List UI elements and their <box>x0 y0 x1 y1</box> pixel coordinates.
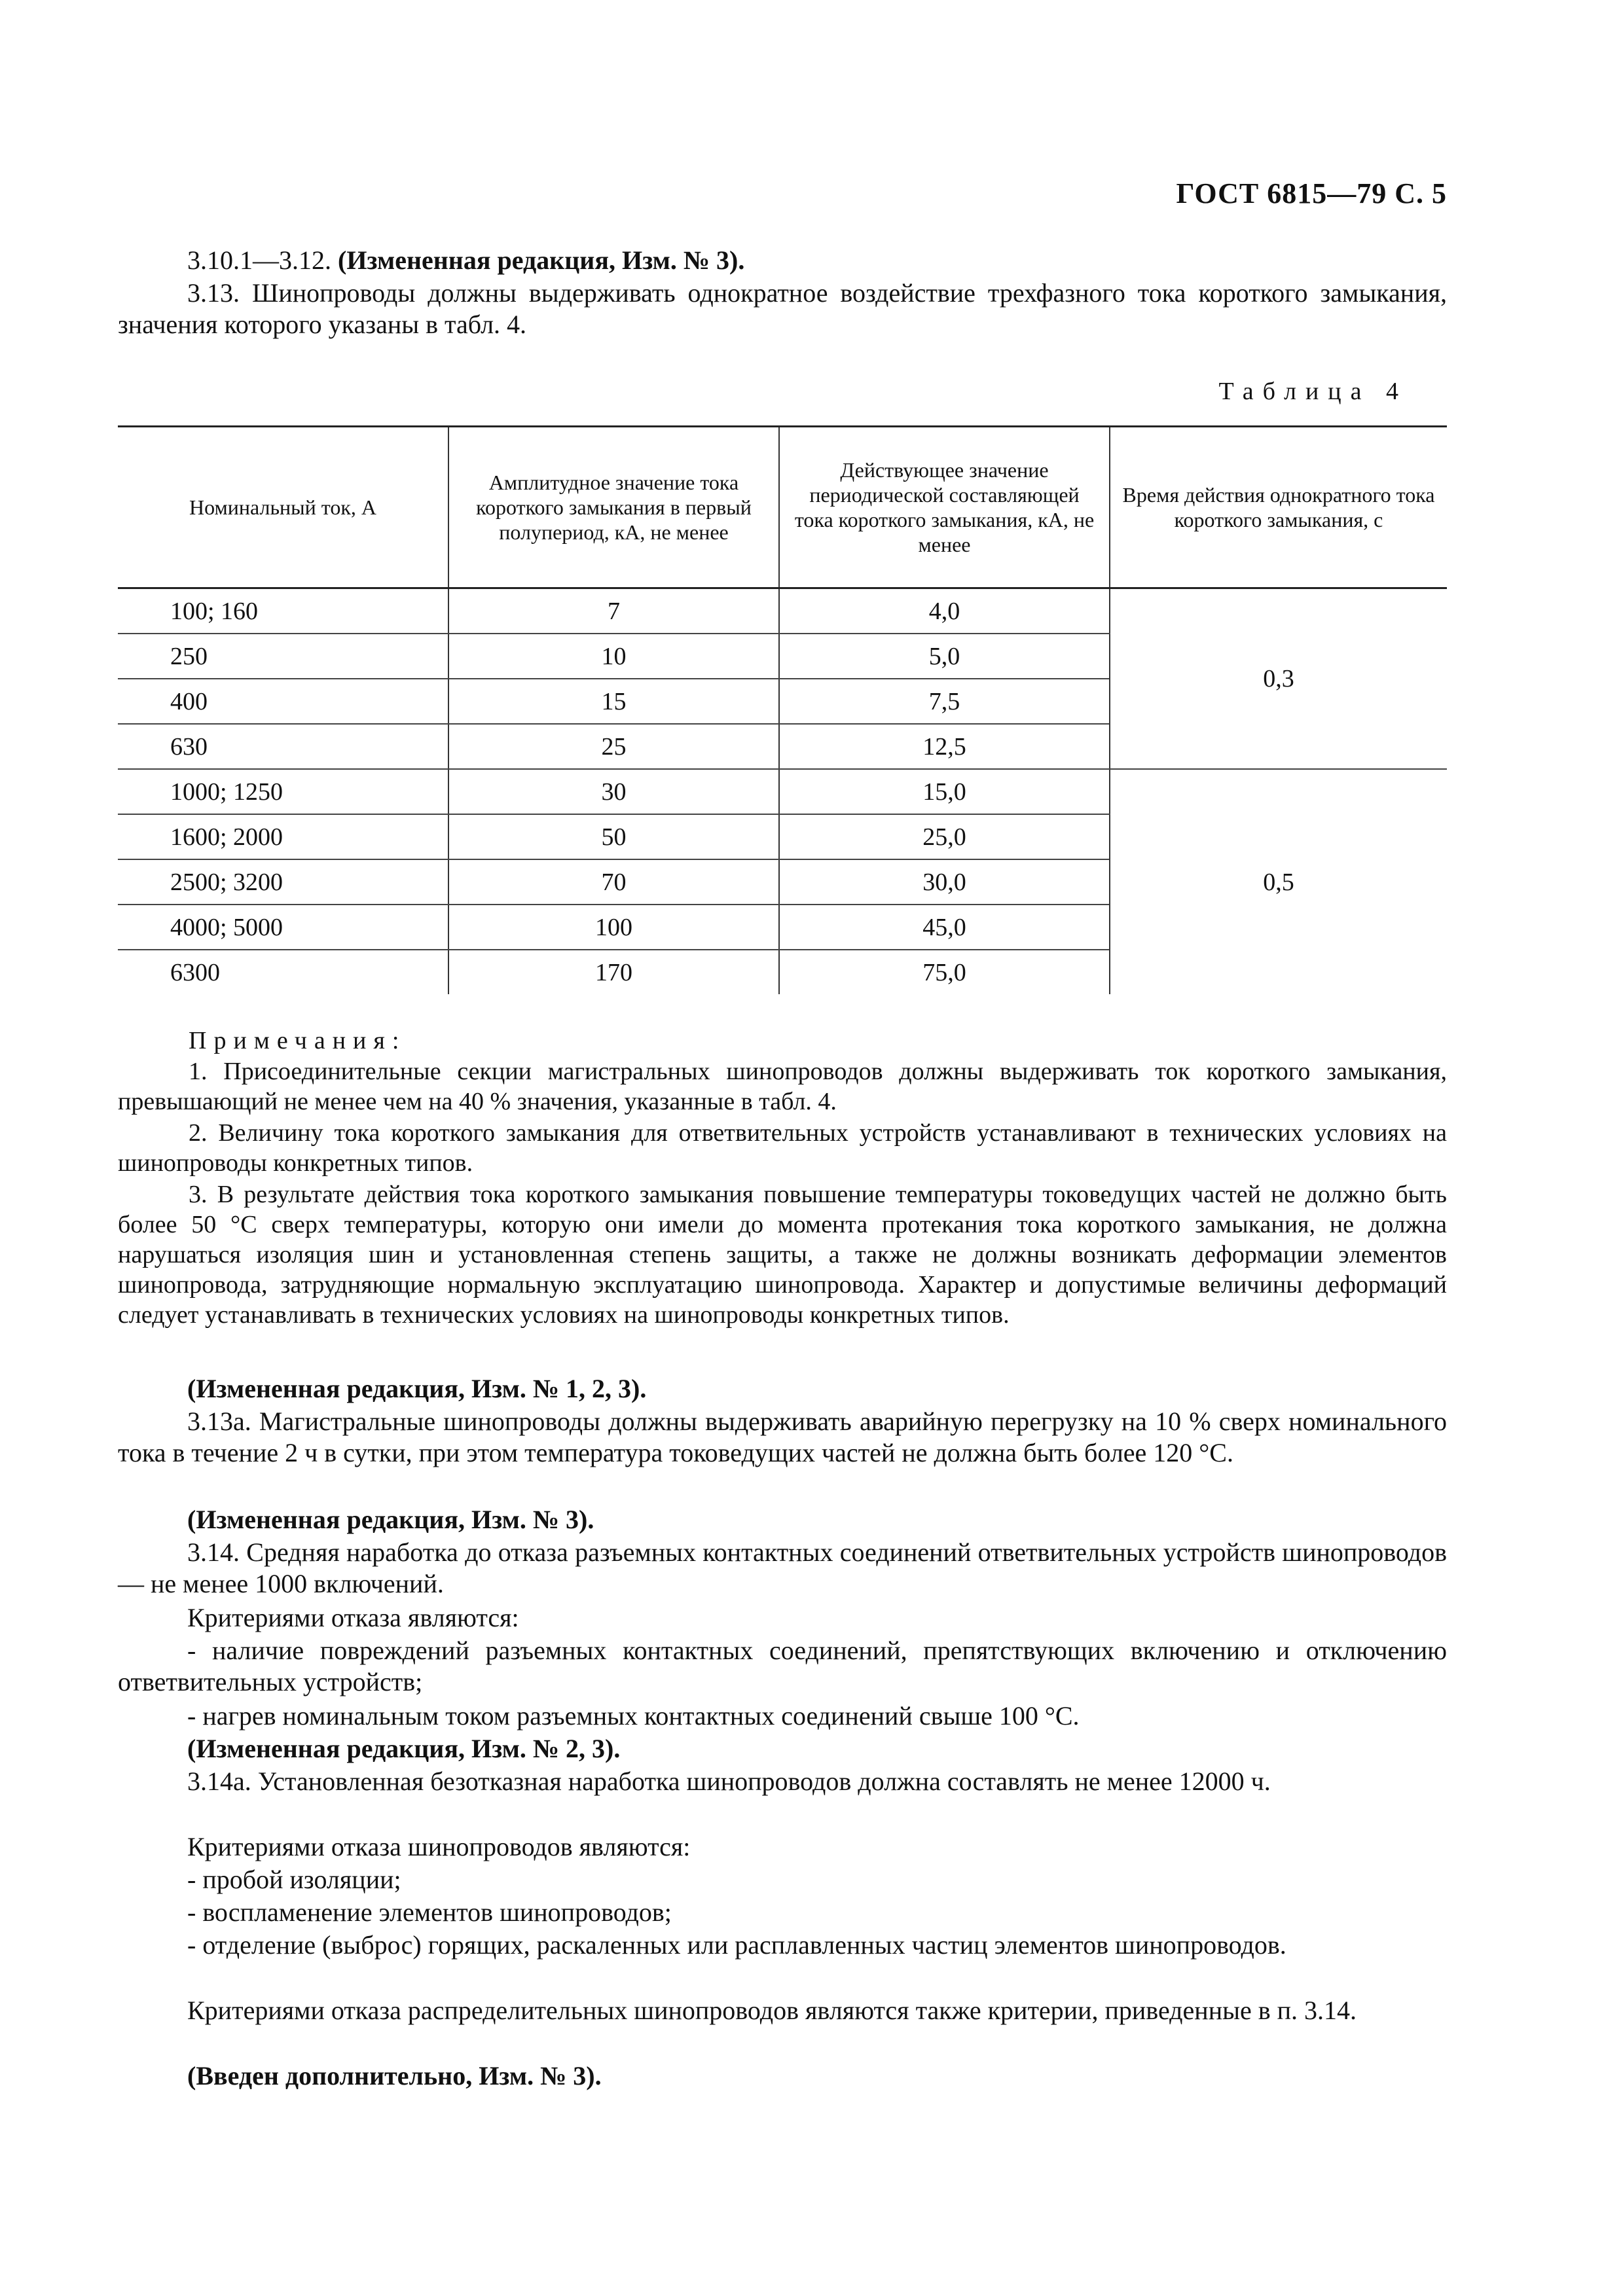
cell-amplitude: 15 <box>448 679 779 724</box>
paragraph-3-14-item-1: - наличие повреждений разъемных контактных соединений, препятствующих включению и отключению ответвительных устройств; <box>118 1636 1447 1696</box>
cell-effective: 4,0 <box>779 588 1110 634</box>
page-header: ГОСТ 6815—79 С. 5 <box>1176 177 1447 209</box>
header-amplitude-current: Амплитудное значение тока короткого замыкания в первый полупериод, кА, не менее <box>448 427 779 588</box>
cell-amplitude: 170 <box>448 950 779 994</box>
paragraph-3-14-item-2: - нагрев номинальным током разъемных контактных соединений свыше 100 °С. <box>187 1701 1080 1731</box>
cell-nominal: 1600; 2000 <box>118 814 448 859</box>
short-circuit-table <box>118 425 1447 994</box>
table-row <box>118 588 1447 634</box>
table-row <box>118 769 1447 814</box>
cell-effective: 12,5 <box>779 724 1110 769</box>
cell-effective: 30,0 <box>779 859 1110 905</box>
cell-effective: 5,0 <box>779 634 1110 679</box>
table-header-row <box>118 427 1447 588</box>
paragraph-3-14a-last: Критериями отказа распределительных шинопроводов являются также критерии, приведенные в п. 3.14. <box>187 1996 1357 2025</box>
paragraph-3-10-amendment: (Измененная редакция, Изм. № 3). <box>338 245 745 275</box>
cell-nominal: 630 <box>118 724 448 769</box>
cell-amplitude: 7 <box>448 588 779 634</box>
paragraph-3-14a-item-3: - отделение (выброс) горящих, раскаленных или расплавленных частиц элементов шинопроводов. <box>187 1930 1286 1960</box>
paragraph-3-14-criteria: Критериями отказа являются: <box>187 1603 519 1632</box>
cell-nominal: 100; 160 <box>118 588 448 634</box>
cell-effective: 75,0 <box>779 950 1110 994</box>
table-caption: Таблица 4 <box>1218 378 1408 405</box>
cell-amplitude: 100 <box>448 905 779 950</box>
notes-title: Примечания: <box>189 1027 407 1054</box>
paragraph-3-10 <box>118 245 1447 276</box>
cell-nominal: 6300 <box>170 958 220 986</box>
cell-nominal: 4000; 5000 <box>118 905 448 950</box>
paragraph-3-14a: 3.14а. Установленная безотказная наработка шинопроводов должна составлять не менее 12000 ч. <box>187 1767 1271 1796</box>
cell-amplitude: 30 <box>448 769 779 814</box>
header-nominal-current: Номинальный ток, А <box>118 427 448 588</box>
cell-nominal: 1000; 1250 <box>118 769 448 814</box>
header-effective-current: Действующее значение периодической составляющей тока короткого замыкания, кА, не менее <box>779 427 1110 588</box>
cell-time-group-2: 0,5 <box>1110 769 1447 994</box>
cell-nominal: 2500; 3200 <box>118 859 448 905</box>
paragraph-3-10-number: 3.10.1—3.12. <box>187 245 331 275</box>
cell-amplitude: 10 <box>448 634 779 679</box>
paragraph-3-14a-item-1: - пробой изоляции; <box>187 1865 401 1894</box>
amendment-3-a: (Измененная редакция, Изм. № 3). <box>187 1505 594 1534</box>
cell-amplitude: 25 <box>448 724 779 769</box>
amendment-2-3: (Измененная редакция, Изм. № 2, 3). <box>187 1734 621 1763</box>
paragraph-3-13: 3.13. Шинопроводы должны выдерживать однократное воздействие трехфазного тока короткого замыкания, значения которого указаны в табл. 4. <box>118 278 1447 339</box>
cell-nominal: 400 <box>118 679 448 724</box>
cell-effective: 7,5 <box>779 679 1110 724</box>
paragraph-3-14a-criteria: Критериями отказа шинопроводов являются: <box>187 1832 691 1861</box>
paragraph-3-13a: 3.13а. Магистральные шинопроводы должны выдерживать аварийную перегрузку на 10 % сверх номинального тока в течение 2 ч в сутки, при этом температура токоведущих частей не должна быть более 120 °С. <box>118 1407 1447 1467</box>
note-3: 3. В результате действия тока короткого замыкания повышение температуры токоведущих частей не должно быть более 50 °С сверх температуры, которую они имели до момента протекания тока короткого замыкания, не должна нарушаться изоляция шин и установленная степень защиты, а также не должны возникать деформации элементов шинопровода, затрудняющие нормальную эксплуатацию шинопровода. Характер и допустимые величины деформаций следует устанавливать в технических условиях на шинопроводы конкретных типов. <box>118 1181 1447 1329</box>
cell-amplitude: 70 <box>448 859 779 905</box>
cell-effective: 45,0 <box>779 905 1110 950</box>
amendment-introduced: (Введен дополнительно, Изм. № 3). <box>187 2061 602 2090</box>
cell-effective: 25,0 <box>779 814 1110 859</box>
cell-time-group-1: 0,3 <box>1110 588 1447 770</box>
paragraph-3-14: 3.14. Средняя наработка до отказа разъемных контактных соединений ответвительных устройств шинопроводов — не менее 1000 включений. <box>118 1537 1447 1598</box>
note-1: 1. Присоединительные секции магистральных шинопроводов должны выдерживать ток короткого замыкания, превышающий не менее чем на 40 % значения, указанные в табл. 4. <box>118 1058 1447 1115</box>
amendment-1-2-3: (Измененная редакция, Изм. № 1, 2, 3). <box>187 1374 647 1403</box>
note-2: 2. Величину тока короткого замыкания для ответвительных устройств устанавливают в технических условиях на шинопроводы конкретных типов. <box>118 1119 1447 1177</box>
paragraph-3-14a-item-2: - воспламенение элементов шинопроводов; <box>187 1897 672 1927</box>
cell-nominal: 250 <box>118 634 448 679</box>
cell-effective: 15,0 <box>779 769 1110 814</box>
cell-amplitude: 50 <box>448 814 779 859</box>
header-action-time: Время действия однократного тока короткого замыкания, с <box>1110 427 1447 588</box>
